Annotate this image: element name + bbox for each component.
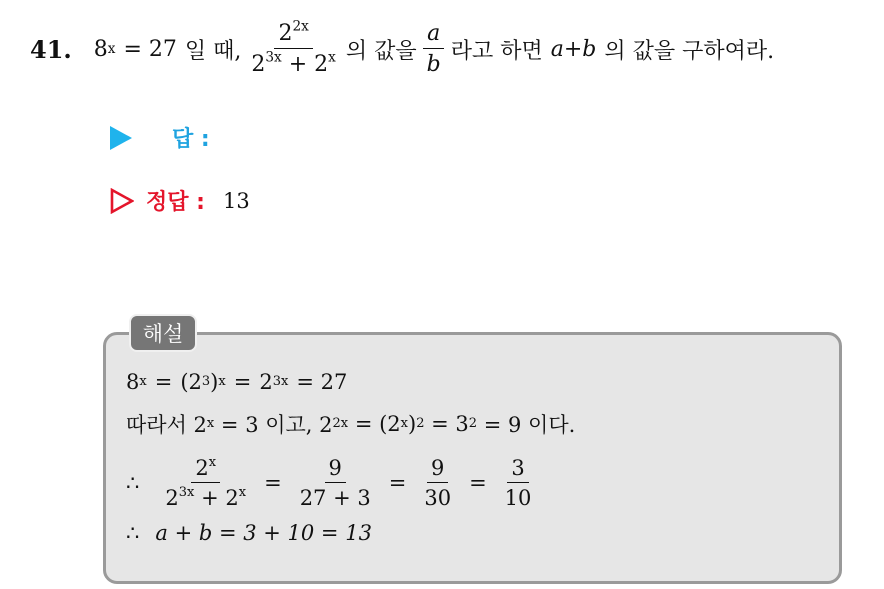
solution-fraction-4: $\frac{3}{10}$ xyxy=(504,455,532,510)
fraction-denominator: $2^{3x} + 2^x$ xyxy=(251,49,336,77)
final-expression: a + b = 3 + 10 = 13 xyxy=(155,521,372,545)
solution-tab: 해설 xyxy=(129,314,197,352)
therefore-symbol: ∴ xyxy=(126,521,140,545)
therefore-symbol: ∴ xyxy=(126,471,140,495)
text-when: 일 때, xyxy=(184,38,242,64)
sum-expression: a+b xyxy=(550,36,597,62)
solution-fraction-3: $\frac{9}{30}$ xyxy=(424,455,452,510)
question-line: 41. 8 x = 27 일 때, $\frac{2^{2x}}{2^{3x} + 2^x}$ 의 값을 $\frac{a}{b}$ 라고 하면 a+b 의 값을 구하여라. xyxy=(30,18,775,77)
solution-fraction-1: $\frac{2^x}{2^{3x} + 2^x}$ xyxy=(165,454,247,510)
correct-answer-row xyxy=(110,185,250,216)
text-value-of: 의 값을 xyxy=(345,38,417,64)
outline-play-triangle-icon xyxy=(110,188,134,214)
condition-base: 8 xyxy=(93,36,108,62)
answer-row xyxy=(110,122,210,153)
text-find: 의 값을 구하여라. xyxy=(604,38,775,64)
condition-rhs: = 27 xyxy=(123,36,177,62)
text-say: 라고 하면 xyxy=(450,38,543,64)
correct-answer-label: 정답 : xyxy=(146,190,205,215)
solution-line-4 xyxy=(126,521,372,545)
solution-line-3: ∴ $\frac{2^x}{2^{3x} + 2^x}$ = $\frac{9}{27 + 3}$ = $\frac{9}{30}$ = $\frac{3}{10}$ xyxy=(126,448,541,518)
fraction-numerator: $2^{2x}$ xyxy=(274,21,312,49)
question-fraction xyxy=(247,18,339,78)
filled-play-triangle-icon xyxy=(110,126,132,150)
solution-line-1: 8 x = (2 3 ) x = 2 3x = 27 xyxy=(126,370,348,394)
question-number: 41. xyxy=(30,34,72,64)
correct-answer-value: 13 xyxy=(222,188,250,213)
solution-line-2: 따라서 2 x = 3 이고, 2 2x = (2 x ) 2 = 3 2 = 9 이다. xyxy=(126,412,576,437)
ab-fraction: $\frac{a}{b}$ xyxy=(423,21,445,78)
answer-label: 답 : xyxy=(172,127,210,152)
solution-fraction-2: $\frac{9}{27 + 3}$ xyxy=(299,455,371,510)
